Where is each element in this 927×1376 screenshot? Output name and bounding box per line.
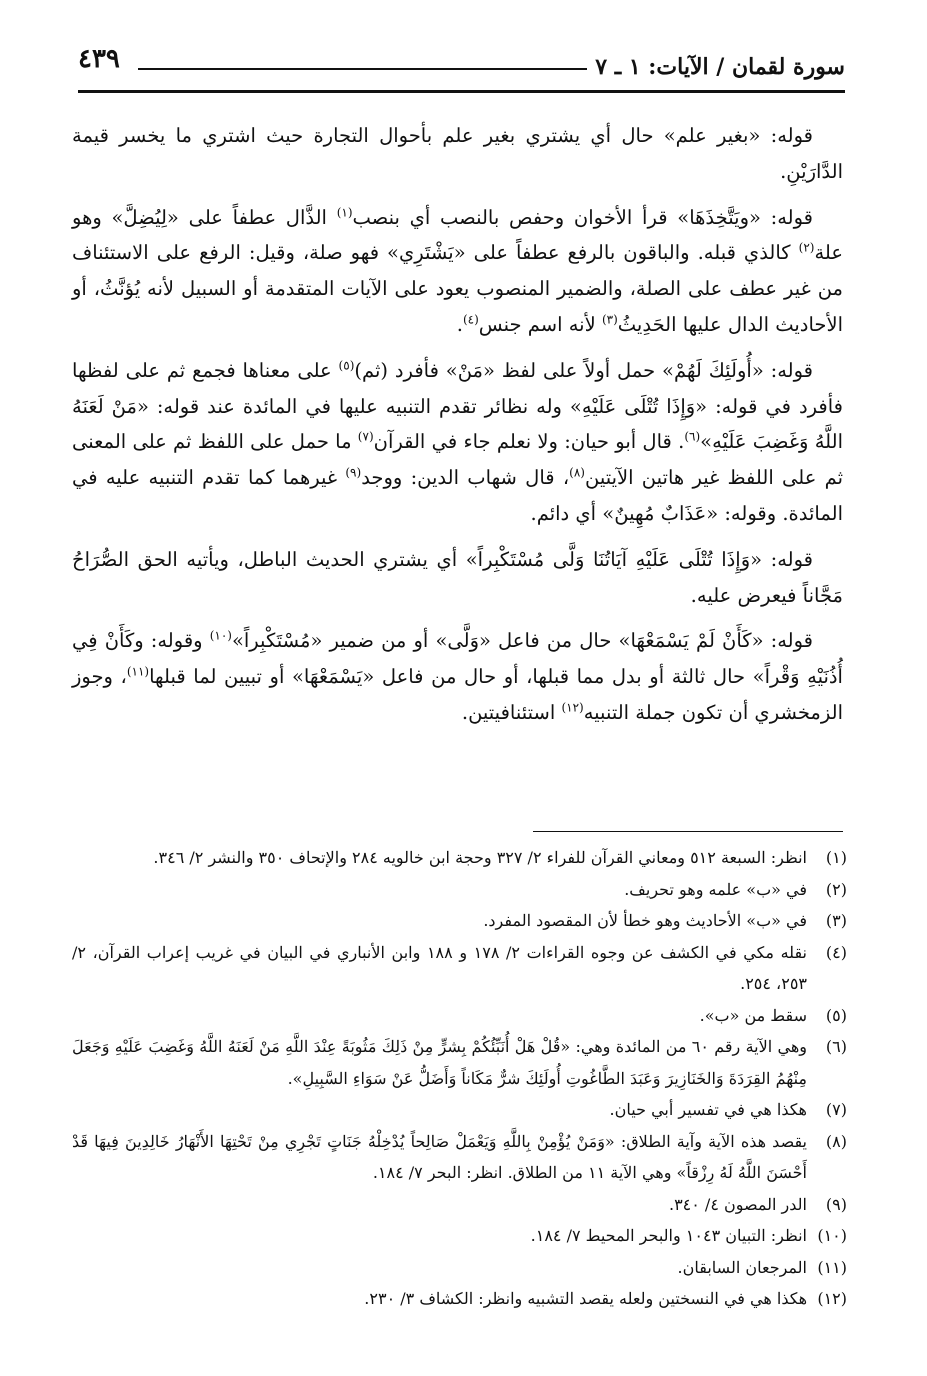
footnote: [72, 842, 847, 874]
footnote-text: وهي الآية رقم ٦٠ من المائدة وهي: «قُلْ هَلْ أُنَبِّئُكُمْ بِشرٍّ مِنْ ذَلِكَ مَثُوبَةً عِنْدَ اللَّهِ مَنْ لَعَنَهُ اللَّهُ وَغَضِبَ عَلَيْهِ وَجَعَلَ مِنْهُمُ القِرَدَةَ وَالخَنَازِيرَ وَعَبَدَ الطَّاغُوتِ أُولَئِكَ شرٌّ مَكَاناً وَأَضَلُّ عَنْ سَوَاءِ السَّبِيلِ».: [72, 1037, 807, 1088]
footnote-number: (١٠): [817, 1226, 847, 1245]
footnote-text: يقصد هذه الآية وآية الطلاق: «وَمَنْ يُؤْمِنْ بِاللَّهِ وَيَعْمَلْ صَالِحاً يُدْخِلْهُ جَنَاتٍ تَجْرِي مِنْ تَحْتِهَا الأَنْهَارُ خَالِدِينَ فِيهَا قَدْ أَحْسَنَ اللَّهُ لَهُ رِزْقاً» وهي الآية ١١ من الطلاق. انظر: البحر ٧/ ١٨٤.: [72, 1131, 807, 1182]
paragraph-text: قوله: «أُولَئِكَ لَهُمْ» حمل أولاً على لفظ «مَنْ» فأفرد (ثم): [354, 358, 813, 382]
footnote-text: في «ب» الأحاديث وهو خطأ لأن المقصود المفرد.: [483, 911, 807, 930]
page-number: ٤٣٩: [78, 44, 120, 74]
paragraph-text: قوله: «وَإِذَا تُتْلَى عَلَيْهِ آيَاتُنَا وَلَّى مُسْتَكْبِراً» أي يشتري الحديث الباطل، ويأتيه الحق الصُّرَاحُ مَجَّاناً فيعرض عليه.: [72, 547, 843, 607]
footnote: [72, 874, 847, 906]
footnote-number: (٦): [825, 1037, 847, 1056]
footnote-ref: (٩): [345, 465, 362, 480]
paragraph-text: الذَّال عطفاً على «لِيُضِلَّ» وهو علة: [72, 205, 843, 265]
footnote-ref: (٣): [601, 312, 618, 327]
footnote-ref: (١٢): [561, 700, 584, 715]
footnote: [72, 1126, 847, 1189]
footnote-text: سقط من «ب».: [699, 1005, 807, 1025]
header-rule: [138, 68, 655, 70]
footnote-ref: (٦): [684, 429, 701, 444]
header-divider: [78, 90, 845, 93]
paragraph-text: قوله: «ويَتَّخِذَهَا» قرأ الأخوان وحفص بالنصب أي بنصب: [352, 205, 813, 229]
footnote-ref: (٤): [462, 312, 479, 327]
paragraph: [72, 353, 843, 532]
footnote-ref: (٢): [798, 240, 815, 255]
footnote-ref: (١): [336, 205, 353, 220]
footnote-text: انظر: التبيان ١٠٤٣ والبحر المحيط ٧/ ١٨٤.: [530, 1226, 807, 1245]
page-header: [78, 38, 845, 94]
footnote-number: (٤): [825, 942, 847, 962]
footnote: [72, 1094, 847, 1126]
footnote-number: (١٢): [817, 1289, 847, 1308]
running-title: سورة لقمان / الآيات: ١ ـ ٧: [587, 54, 845, 80]
footnote-number: (١١): [817, 1257, 847, 1277]
paragraph-text: لأنه اسم جنس: [478, 312, 602, 336]
paragraph-text: وقوله: وكَأَنْ فِي أُذُنَيْهِ وَقْراً» حال ثالثة أو بدل مما قبلها، أو حال من فاعل «يَسْمَعْهَا» أو تبيين لما قبلها: [72, 629, 843, 689]
footnote: [72, 905, 847, 937]
footnotes: [72, 842, 847, 1315]
paragraph: [72, 200, 843, 343]
footnote-number: (٨): [825, 1131, 847, 1151]
footnote-text: في «ب» علمه وهو تحريف.: [624, 879, 807, 899]
paragraph-text: . قال أبو حيان: ولا نعلم جاء في القرآن: [373, 430, 685, 454]
footnote: [72, 1252, 847, 1284]
footnote: [72, 1189, 847, 1221]
footnote: [72, 1031, 847, 1094]
footnote-text: انظر: السبعة ٥١٢ ومعاني القرآن للفراء ٢/ ٣٢٧ وحجة ابن خالويه ٢٨٤ والإتحاف ٣٥٠ والنشر ٢/ ٣٤٦.: [153, 848, 807, 867]
footnote-number: (٥): [825, 1005, 847, 1025]
footnote-ref: (١٠): [209, 628, 232, 643]
paragraph-text: غيرهما كما تقدم التنبيه عليه في المائدة. وقوله: «عَذَابٌ مُهِينٌ» أي دائم.: [72, 466, 843, 525]
footnote-separator: [533, 831, 843, 832]
footnote-number: (٢): [825, 879, 847, 899]
footnote-ref: (٨): [569, 465, 585, 480]
footnote-ref: (٧): [357, 429, 374, 444]
paragraph-text: قوله: «بغير علم» حال أي يشتري بغير علم بأحوال التجارة حيث اشتري ما يخسر قيمة الدَّارَيْنِ.: [72, 124, 843, 183]
footnote-number: (٣): [825, 911, 847, 930]
paragraph-text: قوله: «كَأَنْ لَمْ يَسْمَعْهَا» حال من فاعل «وَلَّى» أو من ضمير «مُسْتَكْبِراً»: [231, 629, 813, 653]
paragraph-text: ، وجوز الزمخشري أن تكون جملة التنبيه: [72, 665, 843, 724]
paragraph: [72, 118, 843, 190]
paragraph-text: .: [456, 312, 463, 336]
footnote-number: (١): [825, 848, 847, 867]
paragraph-text: كالذي قبله. والباقون بالرفع عطفاً على «يَشْتَرِي» فهو صلة، وقيل: الرفع على الاستئناف من غير عطف على الصلة، والضمير المنصوب يعود على الآيات المتقدمة أو السبيل لأنه يُؤنَّثُ، أو الأحاديث الدال عليها الحَدِيثُ: [72, 241, 843, 336]
paragraph-text: ما حمل على اللفظ ثم على المعنى ثم على اللفظ غير هاتين الآيتين: [72, 430, 844, 490]
footnote-ref: (١١): [126, 664, 150, 679]
main-text: [72, 118, 843, 741]
footnote-text: نقله مكي في الكشف عن وجوه القراءات ٢/ ١٧٨ و ١٨٨ وابن الأنباري في البيان في غريب إعراب القرآن، ٢/ ٢٥٣، ٢٥٤.: [72, 942, 808, 993]
footnote: [72, 1283, 847, 1315]
paragraph-text: ، قال شهاب الدين: ووجد: [361, 466, 570, 490]
footnote-text: هكذا هي في تفسير أبي حيان.: [609, 1100, 807, 1119]
paragraph-text: على معناها فجمع ثم على لفظها فأفرد في قوله: «وَإِذَا تُتْلَى عَلَيْهِ» وله نظائر تقدم التنبيه عليها في المائدة عند قوله: «مَنْ لَعَنَهُ اللَّهُ وَغَضِبَ عَلَيْهِ»: [72, 358, 843, 454]
footnote-number: (٧): [825, 1100, 847, 1119]
footnote: [72, 1000, 847, 1032]
footnote: [72, 937, 847, 1000]
paragraph: [72, 623, 843, 730]
footnote-text: هكذا هي في النسختين ولعله يقصد التشبيه وانظر: الكشاف ٣/ ٢٣٠.: [364, 1289, 807, 1308]
footnote: [72, 1220, 847, 1252]
footnote-number: (٩): [825, 1194, 847, 1214]
paragraph-text: استئنافيتين.: [461, 700, 562, 724]
paragraph: [72, 542, 843, 614]
footnote-text: المرجعان السابقان.: [677, 1257, 807, 1277]
footnote-text: الدر المصون ٤/ ٣٤٠.: [668, 1194, 807, 1214]
footnote-ref: (٥): [338, 358, 355, 373]
